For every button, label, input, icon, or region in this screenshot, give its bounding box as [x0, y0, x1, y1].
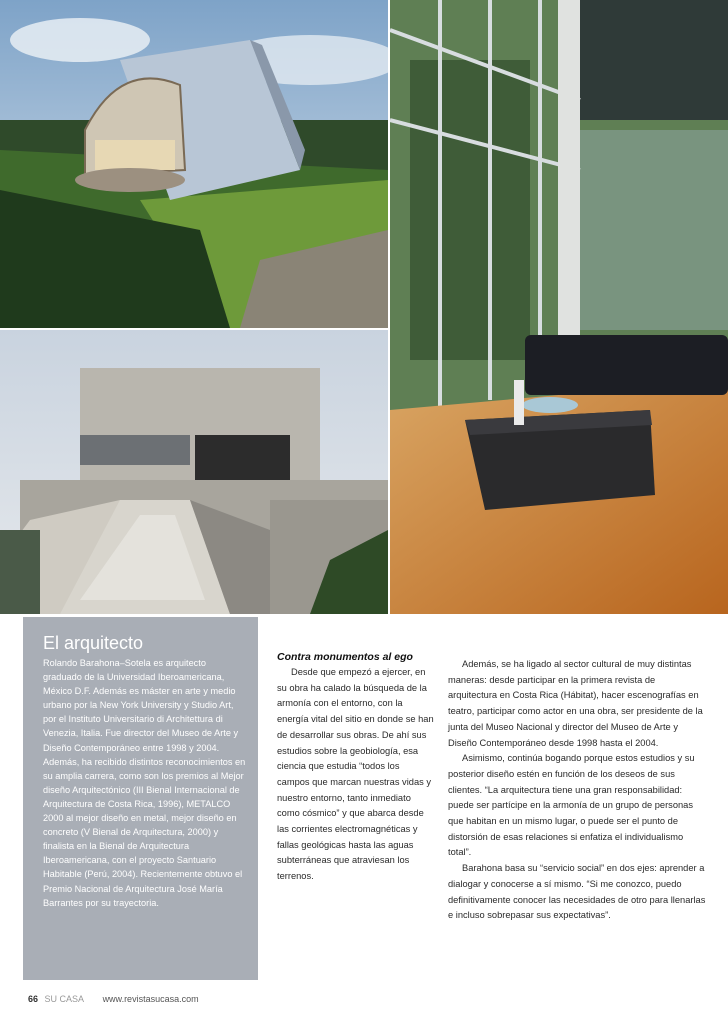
- page-number: 66: [28, 994, 39, 1004]
- article-paragraph: Además, se ha ligado al sector cultural de muy distintas maneras: desde participar en la primera revista de arquitectura en Costa Rica (Hábitat), hacer escenografías en teatro, participar como actor en una obra, ser presidente de la junta del Museo Nacional y director del Museo de Arte y Diseño Contemporáneo desde 1998 hasta el 2004.: [448, 659, 703, 748]
- architect-sidebar: [23, 617, 258, 980]
- article-subhead: Contra monumentos al ego: [277, 651, 413, 663]
- concrete-building-photo: [0, 330, 388, 614]
- article-column-2: [448, 657, 706, 924]
- website-url: www.revistasucasa.com: [102, 994, 199, 1004]
- article-column-1: [277, 650, 434, 885]
- sidebar-title: El arquitecto: [43, 633, 144, 653]
- a-frame-house-photo: [0, 0, 388, 328]
- article-paragraph: Barahona basa su “servicio social” en dos ejes: aprender a dialogar y conocerse a sí mismo. “Si me conozco, puedo definitivamente conocer las necesidades de otro para llenarlas e incluso sobrepasar sus expectativas”.: [448, 863, 706, 921]
- article-paragraph: Desde que empezó a ejercer, en su obra ha calado la búsqueda de la armonía con el entorno, con la energía vital del sitio en donde se han de desarrollar sus obras. De ahí sus estudios sobre la geobiología, esa ciencia que estudia “todos los campos que marcan nuestras vidas y nuestro entorno, tanto inmediato como cósmico” y que abarca desde las corrientes electromagnéticas y fallas geológicas hasta las aguas subterráneas que atraviesan los terrenos.: [277, 667, 434, 882]
- page-footer: [28, 994, 199, 1004]
- magazine-name: SU CASA: [44, 994, 85, 1004]
- sidebar-body: Rolando Barahona–Sotela es arquitecto graduado de la Universidad Iberoamericana, México D.F. Además es máster en arte y medio urbano por la New York University y Studio Art, por el Instituto Universitario di Architettura di Venezia, Italia. Fue director del Museo de Arte y Diseño Contemporáneo entre 1998 y 2004. Además, ha recibido distintos reconocimientos en su amplia carrera, como son los premios al Mejor diseño Arquitectónico (III Bienal Internacional de Arquitectura de Costa Rica, 1996), METALCO 2000 al mejor diseño en metal, mejor diseño en concreto (V Bienal de Arquitectura, 2000) y finalista en la Bienal de Arquitectura Iberoamericana, con el proyecto Santuario Habitable (Perú, 2004). Recientemente obtuvo el Premio Nacional de Arquitectura José María Barrantes por su trayectoria.: [43, 658, 246, 908]
- glass-interior-photo: [390, 0, 728, 614]
- article-paragraph: Asimismo, continúa bogando porque estos estudios y su posterior diseño estén en función de los deseos de sus clientes. “La arquitectura tiene una gran responsabilidad: puede ser partícipe en la armonía de un grupo de personas que habitan en un mismo lugar, o puede ser el punto de distorsión de esas relaciones si enfatiza el individualismo total”.: [448, 753, 695, 858]
